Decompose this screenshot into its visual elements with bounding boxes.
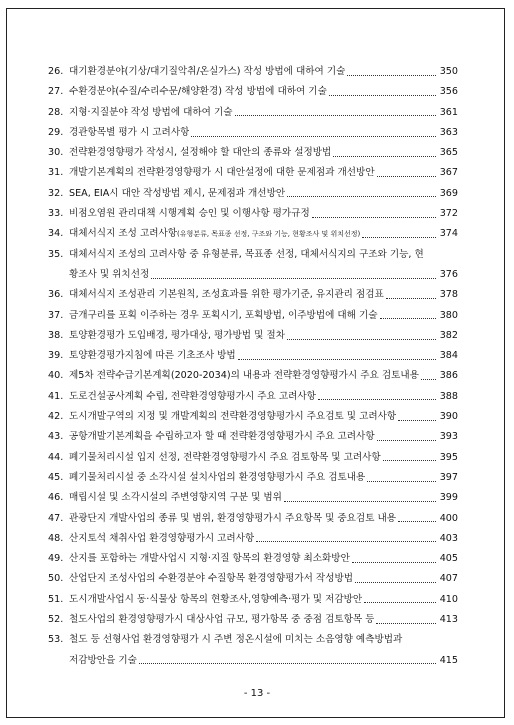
entry-title: 비점오염원 관리대책 시행계획 승인 및 이행사항 평가규정 (69, 208, 310, 220)
entry-title: 경관항목별 평가 시 고려사항 (69, 126, 190, 138)
entry-title-note: (유형분류, 목표종 선정, 구조와 기능, 현황조사 및 위치선정) (177, 230, 361, 239)
entry-number: 44. (48, 451, 64, 463)
toc-entry[interactable] (48, 529, 458, 549)
toc-entry[interactable] (48, 306, 458, 326)
dot-leader (347, 75, 436, 76)
entry-title: 대기환경분야(기상/대기질악취/온실가스) 작성 방법에 대하여 기술 (69, 66, 346, 77)
entry-title: 도로건설공사계획 수립, 전략환경영향평가시 주요 고려사항 (69, 390, 316, 402)
dot-leader (367, 481, 436, 482)
dot-leader (376, 623, 436, 624)
entry-title-line2: 저감방안을 기술 (69, 654, 137, 666)
entry-title: 수환경분야(수질/수리수문/해양환경) 작성 방법에 대하여 기술 (69, 86, 327, 98)
toc-entry[interactable] (48, 224, 458, 244)
dot-leader (386, 298, 436, 299)
entry-title: 개발기본계획의 전략환경영향평가 시 대안설정에 대한 문제점과 개선방안 (69, 167, 375, 179)
entry-title-line1: 철도 등 선형사업 환경영향평가 시 주변 정온시설에 미치는 소음영향 예측방법과 (69, 634, 403, 646)
entry-page: 361 (439, 106, 458, 118)
entry-page: 356 (439, 86, 458, 98)
dot-leader (398, 420, 436, 421)
toc-entry[interactable] (48, 82, 458, 102)
entry-title (69, 224, 360, 244)
toc-entry[interactable] (48, 103, 458, 123)
toc-entry[interactable] (48, 488, 458, 508)
toc-entry[interactable] (48, 610, 458, 630)
entry-number: 39. (48, 350, 64, 362)
entry-number: 43. (48, 431, 64, 443)
entry-page: 367 (439, 167, 458, 179)
toc-entry[interactable] (48, 407, 458, 427)
entry-page: 384 (439, 350, 458, 362)
entry-page: 395 (439, 451, 458, 463)
entry-title: 공항개발기본계획을 수립하고자 할 때 전략환경영향평가시 주요 고려사항 (69, 431, 375, 443)
entry-title: 도시개발구역의 지정 및 개발계획의 전략환경영향평가시 주요검토 및 고려사항 (69, 411, 397, 423)
toc-entry[interactable] (48, 346, 458, 366)
entry-page: 376 (439, 268, 458, 280)
dot-leader (333, 156, 436, 157)
dot-leader (362, 237, 436, 238)
entry-number: 48. (48, 532, 64, 544)
table-of-contents (48, 62, 458, 671)
dot-leader (312, 217, 436, 218)
entry-title: 대체서식지 조성관리 기본원칙, 조성효과를 위한 평가기준, 유지관리 점검표 (69, 289, 384, 301)
entry-page: 403 (439, 532, 458, 544)
entry-title: 산업단지 조성사업의 수환경분야 수질항목 환경영향평가서 작성방법 (69, 573, 354, 585)
toc-entry[interactable] (48, 468, 458, 488)
entry-number: 38. (48, 329, 64, 341)
entry-title: 토양환경평가지침에 따른 기초조사 방법 (69, 350, 236, 362)
toc-entry[interactable] (48, 62, 458, 82)
entry-page: 378 (439, 289, 458, 301)
dot-leader (287, 196, 436, 197)
toc-entry[interactable] (48, 366, 458, 386)
toc-entry[interactable] (48, 204, 458, 224)
entry-page: 372 (439, 208, 458, 220)
entry-number: 40. (48, 370, 64, 382)
entry-page: 374 (439, 228, 458, 240)
dot-leader (377, 176, 436, 177)
entry-page: 405 (439, 553, 458, 565)
dot-leader (398, 521, 436, 522)
entry-number: 50. (48, 573, 64, 585)
entry-title: 제5차 전략수급기본계획(2020-2034)의 내용과 전략환경영향평가시 주요 검토내용 (69, 370, 419, 382)
entry-number: 31. (48, 167, 64, 179)
dot-leader (380, 318, 436, 319)
entry-number: 37. (48, 309, 64, 321)
entry-number: 42. (48, 411, 64, 423)
entry-title: 전략환경영향평가 작성시, 설정해야 할 대안의 종류와 설정방법 (69, 147, 332, 159)
entry-number: 53. (48, 634, 64, 646)
entry-title: 철도사업의 환경영향평가시 대상사업 규모, 평가항목 중 중점 검토항목 등 (69, 614, 375, 626)
entry-number: 51. (48, 593, 64, 605)
entry-number: 33. (48, 208, 64, 220)
entry-number: 36. (48, 289, 64, 301)
entry-page: 386 (439, 370, 458, 382)
entry-page: 390 (439, 411, 458, 423)
entry-title: 관광단지 개발사업의 종류 및 범위, 환경영향평가시 주요항목 및 중요검토 내용 (69, 512, 397, 524)
entry-title: SEA, EIA시 대안 작성방법 제시, 문제점과 개선방안 (69, 187, 286, 199)
entry-page: 400 (439, 512, 458, 524)
entry-page: 369 (439, 187, 458, 199)
entry-number: 49. (48, 553, 64, 565)
toc-entry[interactable] (48, 184, 458, 204)
entry-title-line1: 대체서식지 조성의 고려사항 중 유형분류, 목표종 선정, 대체서식지의 구조와 기능, 현 (69, 248, 424, 260)
entry-title: 매립시설 및 소각시설의 주변영향지역 구분 및 범위 (69, 492, 282, 504)
entry-number: 34. (48, 228, 64, 240)
entry-number: 26. (48, 66, 64, 77)
dot-leader (287, 339, 436, 340)
dot-leader (256, 541, 436, 542)
entry-title: 폐기물처리시설 중 소각시설 설치사업의 환경영향평가시 주요 검토내용 (69, 471, 366, 483)
entry-number: 28. (48, 106, 64, 118)
entry-page: 380 (439, 309, 458, 321)
entry-title: 금개구리를 포획 이주하는 경우 포획시기, 포획방법, 이주방법에 대해 기술 (69, 309, 378, 321)
toc-entry[interactable] (48, 448, 458, 468)
dot-leader (355, 582, 436, 583)
entry-page: 413 (439, 614, 458, 626)
toc-entry[interactable] (48, 509, 458, 529)
entry-page: 393 (439, 431, 458, 443)
entry-title: 도시개발사업시 동·식물상 항목의 현황조사,영향예측·평가 및 저감방안 (69, 593, 363, 605)
toc-entry[interactable] (48, 549, 458, 569)
dot-leader (151, 278, 436, 279)
dot-leader (139, 663, 436, 664)
entry-number: 52. (48, 614, 64, 626)
entry-page: 382 (439, 329, 458, 341)
toc-entry[interactable] (48, 590, 458, 610)
toc-entry[interactable] (48, 123, 458, 143)
page-number-footer: - 13 - (243, 688, 271, 699)
entry-number: 35. (48, 248, 64, 260)
dot-leader (352, 562, 436, 563)
entry-page: 350 (439, 66, 458, 77)
entry-title: 토양환경평가 도입배경, 평가대상, 평가방법 및 절차 (69, 329, 285, 341)
dot-leader (318, 399, 436, 400)
entry-title-main: 대체서식지 조성 고려사항 (69, 228, 178, 240)
entry-number: 41. (48, 390, 64, 402)
toc-entry[interactable] (48, 143, 458, 163)
entry-title-line2: 황조사 및 위치선정 (69, 268, 150, 280)
toc-entry[interactable] (48, 427, 458, 447)
dot-leader (284, 501, 436, 502)
toc-entry[interactable] (48, 326, 458, 346)
entry-page: 415 (439, 654, 458, 666)
entry-page: 365 (439, 147, 458, 159)
dot-leader (383, 460, 436, 461)
toc-entry[interactable] (48, 163, 458, 183)
entry-number: 27. (48, 86, 64, 98)
dot-leader (377, 440, 436, 441)
entry-number: 32. (48, 187, 64, 199)
dot-leader (235, 115, 436, 116)
entry-page: 410 (439, 593, 458, 605)
toc-entry[interactable] (48, 387, 458, 407)
toc-entry[interactable] (48, 630, 458, 671)
entry-page: 388 (439, 390, 458, 402)
entry-page: 363 (439, 126, 458, 138)
entry-title: 산지를 포함하는 개발사업시 지형·지질 항목의 환경영향 최소화방안 (69, 553, 350, 565)
dot-leader (238, 359, 436, 360)
entry-number: 45. (48, 471, 64, 483)
entry-page: 399 (439, 492, 458, 504)
dot-leader (364, 602, 436, 603)
toc-entry[interactable] (48, 245, 458, 286)
toc-entry[interactable] (48, 285, 458, 305)
entry-page: 407 (439, 573, 458, 585)
entry-number: 30. (48, 147, 64, 159)
entry-page: 397 (439, 471, 458, 483)
entry-number: 29. (48, 126, 64, 138)
entry-title: 산지토석 채취사업 환경영향평가시 고려사항 (69, 532, 255, 544)
entry-number: 46. (48, 492, 64, 504)
dot-leader (421, 379, 436, 380)
dot-leader (191, 136, 436, 137)
entry-title: 지형·지질분야 작성 방법에 대하여 기술 (69, 106, 233, 118)
entry-title: 폐기물처리시설 입지 선정, 전략환경영향평가시 주요 검토항목 및 고려사항 (69, 451, 381, 463)
dot-leader (329, 95, 436, 96)
toc-entry[interactable] (48, 569, 458, 589)
entry-number: 47. (48, 512, 64, 524)
